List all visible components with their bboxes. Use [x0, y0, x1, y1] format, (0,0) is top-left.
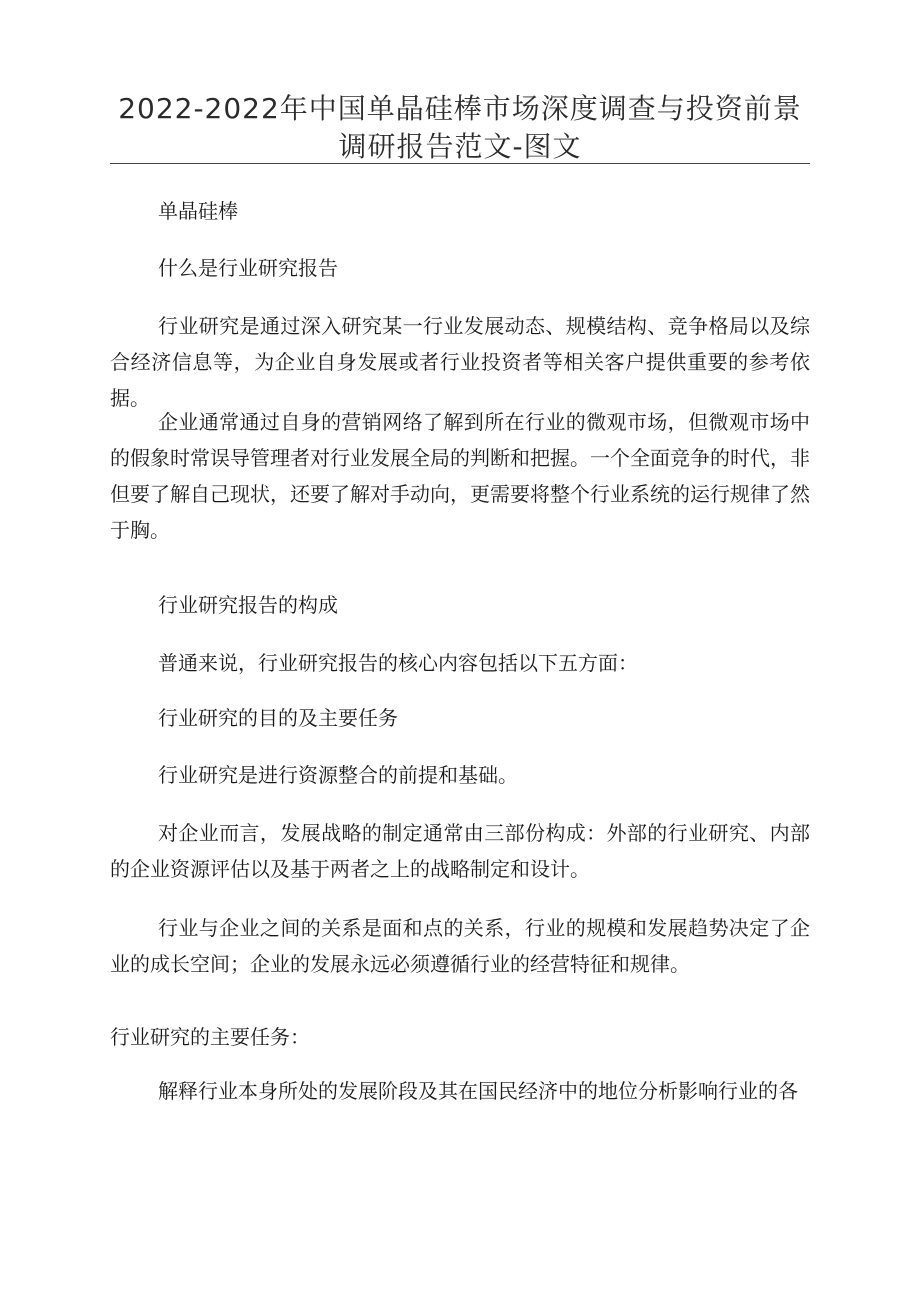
paragraph-heading-what-is-report: 什么是行业研究报告 [158, 256, 338, 280]
paragraph-market-perception: 企业通常通过自身的营销网络了解到所在行业的微观市场，但微观市场中的假象时常误导管理者对行业发展全局的判断和把握。一个全面竞争的时代，非但要了解自己现状，还要了解对手动向，更需要将整个行业系统的运行规律了然于胸。 [110, 410, 810, 542]
document-title: 2022-2022年中国单晶硅棒市场深度调查与投资前景调研报告范文-图文 [118, 92, 802, 163]
title-underline [110, 163, 810, 164]
paragraph-strategy: 对企业而言，发展战略的制定通常由三部份构成：外部的行业研究、内部的企业资源评估以及基于两者之上的战略制定和设计。 [110, 821, 810, 881]
paragraph-heading-purpose: 行业研究的目的及主要任务 [158, 706, 398, 730]
paragraph-foundation: 行业研究是进行资源整合的前提和基础。 [158, 763, 518, 787]
paragraph-industry-enterprise: 行业与企业之间的关系是面和点的关系，行业的规模和发展趋势决定了企业的成长空间；企业的发展永远必须遵循行业的经营特征和规律。 [110, 916, 810, 976]
paragraph-heading-composition: 行业研究报告的构成 [158, 593, 338, 617]
paragraph-explain-stage: 解释行业本身所处的发展阶段及其在国民经济中的地位分析影响行业的各 [158, 1079, 798, 1103]
paragraph-heading-single-crystal: 单晶硅棒 [158, 199, 238, 223]
paragraph-heading-main-tasks: 行业研究的主要任务： [110, 1025, 310, 1049]
paragraph-definition: 行业研究是通过深入研究某一行业发展动态、规模结构、竞争格局以及综合经济信息等，为企业自身发展或者行业投资者等相关客户提供重要的参考依据。 [110, 314, 810, 410]
paragraph-five-aspects: 普通来说，行业研究报告的核心内容包括以下五方面： [158, 651, 638, 675]
